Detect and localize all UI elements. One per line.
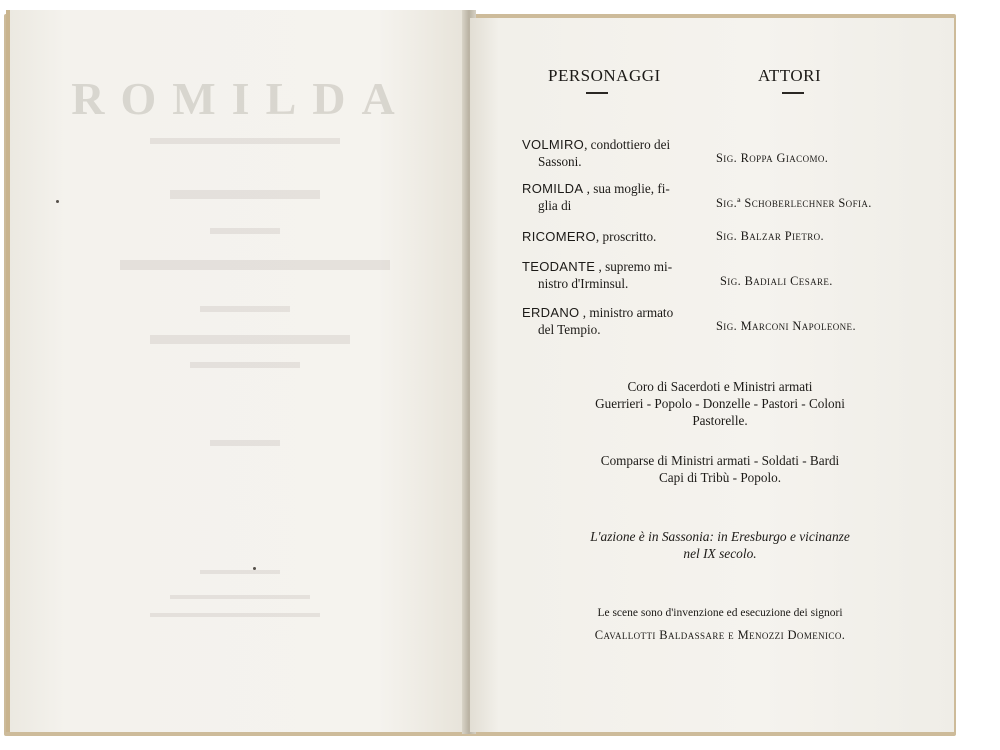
bleed-through-line xyxy=(200,306,290,312)
scenery-credits: Le scene sono d'invenzione ed esecuzione dei signori Cavallotti Baldassare e Menozzi Domenico. xyxy=(594,607,846,642)
chorus-block: Coro di Sacerdoti e Ministri armati Guerrieri - Popolo - Donzelle - Pastori - Coloni Pastorelle. xyxy=(595,379,845,428)
actor-erdano: Sig. Marconi Napoleone. xyxy=(716,319,856,333)
ink-speck xyxy=(253,567,256,570)
ink-speck xyxy=(56,200,59,203)
bleed-through-line xyxy=(150,613,320,617)
bleed-through-line xyxy=(190,362,300,368)
bleed-through-line xyxy=(210,228,280,234)
bleed-through-line xyxy=(170,190,320,199)
header-rule xyxy=(782,92,804,94)
header-rule xyxy=(586,92,608,94)
character-romilda: ROMILDA , sua moglie, fi- glia di xyxy=(522,181,670,213)
bleed-through-line xyxy=(170,595,310,599)
extras-block: Comparse di Ministri armati - Soldati - Bardi Capi di Tribù - Popolo. xyxy=(600,453,840,485)
bleed-through-title: ROMILDA xyxy=(71,73,411,124)
actor-romilda: Sig.ª Schoberlechner Sofia. xyxy=(716,196,872,210)
actor-ricomero: Sig. Balzar Pietro. xyxy=(716,229,825,243)
bleed-through-line xyxy=(120,260,390,270)
header-actors: ATTORI xyxy=(758,66,822,85)
bleed-through-line xyxy=(210,440,280,446)
actor-volmiro: Sig. Roppa Giacomo. xyxy=(716,151,829,165)
bleed-through-line xyxy=(150,138,340,144)
actor-teodante: Sig. Badiali Cesare. xyxy=(720,274,833,288)
header-characters: PERSONAGGI xyxy=(548,66,661,85)
bleed-through-line xyxy=(150,335,350,344)
right-page xyxy=(470,18,954,732)
character-volmiro: VOLMIRO, condottiero dei Sassoni. xyxy=(522,137,671,169)
left-page xyxy=(6,10,472,732)
character-ricomero: RICOMERO, proscritto. xyxy=(522,229,657,244)
setting-note: L'azione è in Sassonia: in Eresburgo e vicinanze nel IX secolo. xyxy=(590,529,850,561)
bleed-through-line xyxy=(200,570,280,574)
character-erdano: ERDANO , ministro armato del Tempio. xyxy=(522,305,674,337)
character-teodante: TEODANTE , supremo mi- nistro d'Irminsul. xyxy=(522,259,673,291)
